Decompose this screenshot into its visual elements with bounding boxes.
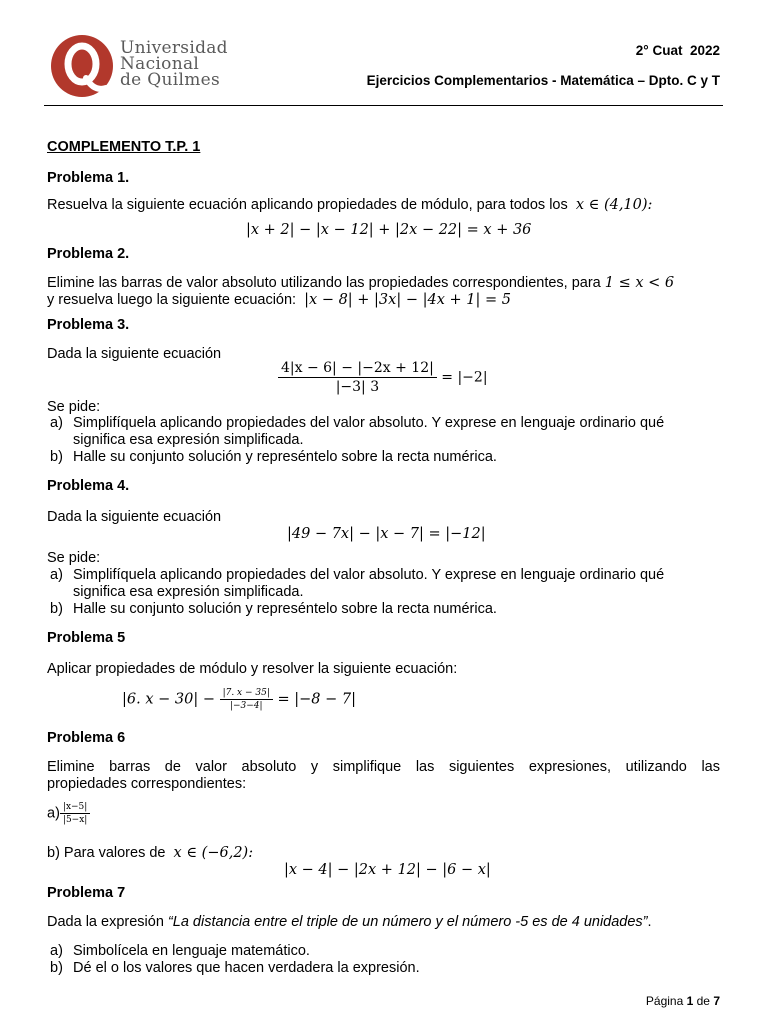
problem-1-heading: Problema 1. <box>47 170 130 186</box>
problem-6-item-a: a) $\frac{|x-5|}{|5-x|}$ <box>47 802 90 825</box>
problem-6-a-numerator: |x−5| <box>60 802 90 814</box>
problem-6-b-domain: x ∈ (−6,2): <box>173 845 254 861</box>
page-number: Página 1 de 7 <box>645 994 720 1008</box>
course-subtitle: Ejercicios Complementarios - Matemática – Dpto. C y T <box>366 73 720 88</box>
problem-2-domain: 1 ≤ x < 6 <box>604 275 675 291</box>
problem-5-denominator: |−3−4| <box>229 701 263 711</box>
problem-3-heading: Problema 3. <box>47 317 130 333</box>
problem-3-se-pide: Se pide: <box>47 399 101 415</box>
problem-5-numerator: |7. x − 35| <box>220 688 273 700</box>
problem-3-intro: Dada la siguiente ecuación <box>47 346 222 362</box>
problem-4-equation: |49 − 7x| − |x − 7| = |−12| <box>287 526 486 542</box>
problem-1-text: Resuelva la siguiente ecuación aplicando propiedades de módulo, para todos los x ∈ (4,10): <box>47 197 653 213</box>
problem-4-item-b: b) Halle su conjunto solución y represéntelo sobre la recta numérica. <box>50 601 497 617</box>
problem-7-item-b: b) Dé el o los valores que hacen verdadera la expresión. <box>50 960 420 976</box>
problem-6-item-b: b) Para valores de x ∈ (−6,2): <box>47 845 254 861</box>
logo-line-2: Nacional <box>120 54 200 74</box>
university-logo <box>50 34 240 98</box>
problem-4-se-pide: Se pide: <box>47 550 101 566</box>
problem-3-rhs: = |−2| <box>441 369 488 386</box>
problem-3-equation <box>278 360 488 395</box>
problem-5-text: Aplicar propiedades de módulo y resolver la siguiente ecuación: <box>47 661 458 677</box>
problem-7-heading: Problema 7 <box>47 885 126 901</box>
problem-2-heading: Problema 2. <box>47 246 130 262</box>
logo-line-3: de Quilmes <box>120 70 221 90</box>
problem-4-item-a: a) Simplifíquela aplicando propiedades del valor absoluto. Y exprese en lenguaje ordinario qué significa esa expresión simplificada. <box>50 567 665 600</box>
problem-4-intro: Dada la siguiente ecuación <box>47 509 222 525</box>
term-label: 2° Cuat 2022 <box>635 43 720 58</box>
problem-2-line-2: y resuelva luego la siguiente ecuación: |x − 8| + |3x| − |4x + 1| = 5 <box>47 292 511 308</box>
problem-4-heading: Problema 4. <box>47 478 130 494</box>
problem-6-text-1: Elimine barras de valor absoluto y simplifique las siguientes expresiones, utilizando las <box>47 759 720 775</box>
problem-3-denominator: |−3| 3 <box>335 379 380 395</box>
quilmes-q-emblem-icon <box>50 34 114 98</box>
problem-7-item-a: a) Simbolícela en lenguaje matemático. <box>50 943 310 959</box>
problem-5-rhs: = |−8 − 7| <box>277 691 356 708</box>
problem-5-heading: Problema 5 <box>47 630 126 646</box>
problem-2-equation: |x − 8| + |3x| − |4x + 1| = 5 <box>304 292 511 308</box>
problem-3-item-b: b) Halle su conjunto solución y represéntelo sobre la recta numérica. <box>50 449 497 465</box>
problem-2-line-1: Elimine las barras de valor absoluto utilizando las propiedades correspondientes, para 1 ≤ x < 6 <box>47 275 675 291</box>
problem-3-item-a: a) Simplifíquela aplicando propiedades del valor absoluto. Y exprese en lenguaje ordinario qué significa esa expresión simplificada. <box>50 415 665 448</box>
page-title: COMPLEMENTO T.P. 1 <box>47 139 201 155</box>
problem-5-equation <box>122 688 356 711</box>
problem-6-text-2: propiedades correspondientes: <box>47 776 247 792</box>
problem-6-a-denominator: |5−x| <box>62 815 88 825</box>
problem-6-b-expression: |x − 4| − |2x + 12| − |6 − x| <box>284 862 491 878</box>
problem-7-quote: “La distancia entre el triple de un número y el número -5 es de 4 unidades” <box>167 914 648 930</box>
logo-line-1: Universidad <box>120 38 228 58</box>
problem-7-intro: Dada la expresión “La distancia entre el triple de un número y el número -5 es de 4 unidades”. <box>47 914 652 930</box>
problem-5-lhs: |6. x − 30| − <box>122 691 215 708</box>
problem-6-heading: Problema 6 <box>47 730 126 746</box>
problem-3-numerator: 4|x − 6| − |−2x + 12| <box>278 360 437 378</box>
problem-1-equation: |x + 2| − |x − 12| + |2x − 22| = x + 36 <box>246 222 532 238</box>
header-rule <box>44 105 723 106</box>
problem-1-domain: x ∈ (4,10): <box>575 197 653 213</box>
